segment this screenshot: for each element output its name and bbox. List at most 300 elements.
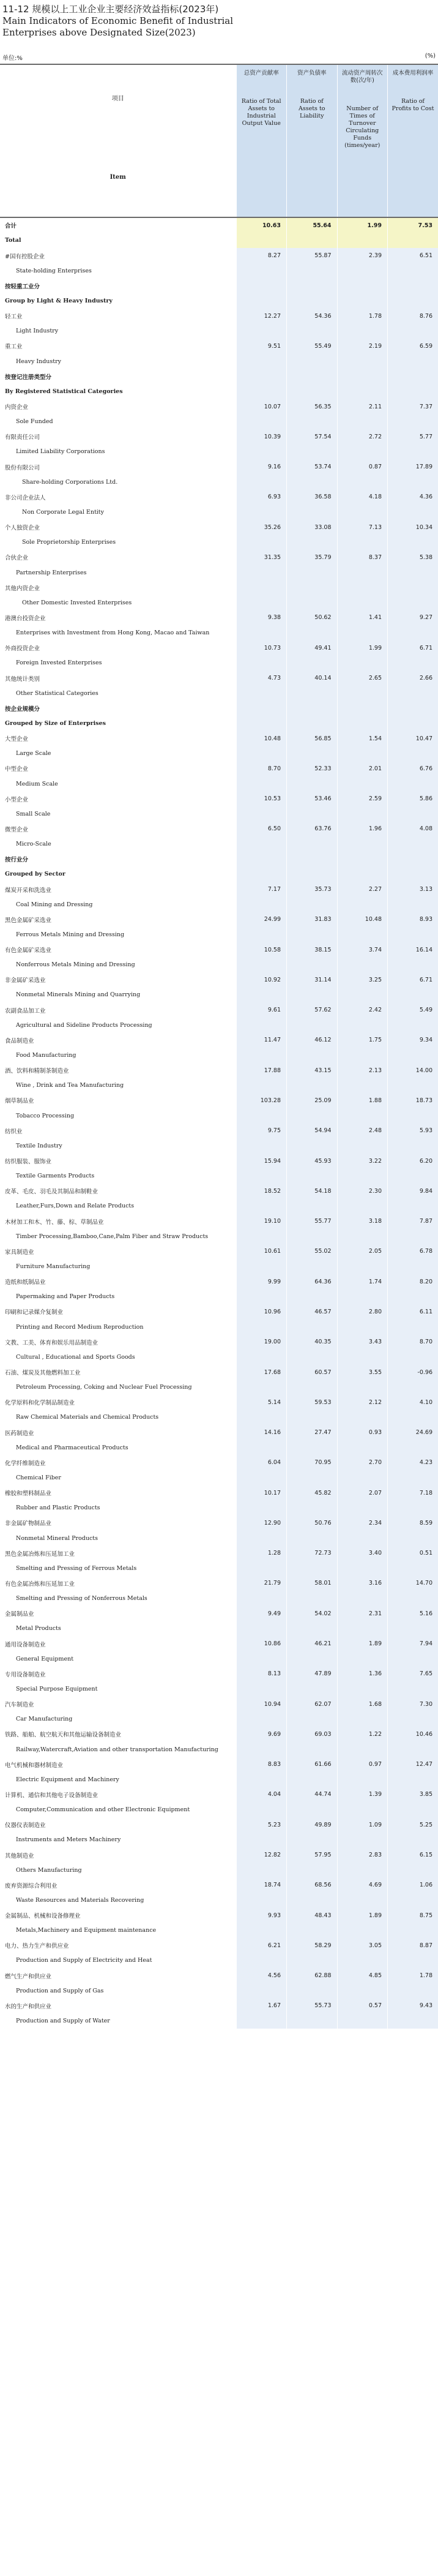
table-row	[0, 1410, 438, 1425]
table-row	[0, 1199, 438, 1214]
row-value	[337, 1802, 388, 1817]
row-value: 2.42	[337, 1002, 388, 1018]
row-value: 1.54	[337, 731, 388, 746]
row-value	[337, 1048, 388, 1063]
row-value	[388, 1531, 438, 1546]
row-value: 2.83	[337, 1847, 388, 1863]
row-value	[287, 867, 338, 882]
row-value: 19.00	[236, 1334, 287, 1350]
row-label: 计算机、通信和其他电子设备制造业	[5, 1792, 98, 1799]
row-label: 港澳台投资企业	[5, 615, 46, 622]
table-row	[0, 1591, 438, 1606]
title-en-line1: Main Indicators of Economic Benefit of Industrial	[2, 15, 234, 26]
row-value	[388, 1923, 438, 1938]
row-value	[287, 1380, 338, 1395]
row-value: 2.80	[337, 1304, 388, 1320]
row-value: 6.51	[388, 248, 438, 263]
row-value: 10.34	[388, 520, 438, 535]
table-row	[0, 1923, 438, 1938]
row-value: 6.20	[388, 1154, 438, 1169]
row-label: Instruments and Meters Machinery	[16, 1836, 121, 1844]
row-value	[236, 1591, 287, 1606]
row-value: 46.12	[287, 1033, 338, 1048]
row-value: 35.26	[236, 520, 287, 535]
row-value: 11.47	[236, 1033, 287, 1048]
row-value: 3.16	[337, 1576, 388, 1591]
row-value	[287, 1500, 338, 1515]
table-row	[0, 550, 438, 565]
table-row	[0, 1802, 438, 1817]
row-value	[236, 505, 287, 520]
row-value: 5.38	[388, 550, 438, 565]
row-value	[337, 475, 388, 490]
row-value: 46.21	[287, 1636, 338, 1651]
row-value: 7.13	[337, 520, 388, 535]
row-value	[236, 656, 287, 671]
row-label: 化学原料和化学制品制造业	[5, 1400, 75, 1407]
row-value	[337, 233, 388, 249]
title-cn: 11-12 规模以上工业企业主要经济效益指标(2023年)	[2, 4, 219, 15]
table-row	[0, 1093, 438, 1108]
row-value	[236, 1078, 287, 1094]
row-value	[287, 1078, 338, 1094]
row-value	[287, 384, 338, 399]
row-label: 其他内资企业	[5, 585, 40, 592]
table-row	[0, 1455, 438, 1471]
row-value	[287, 565, 338, 580]
row-label: 按行业分	[5, 857, 29, 864]
row-value	[337, 279, 388, 294]
row-value: 8.37	[337, 550, 388, 565]
table-row	[0, 1320, 438, 1335]
row-value: 55.87	[287, 248, 338, 263]
row-value	[337, 867, 388, 882]
row-value: 57.54	[287, 429, 338, 445]
row-value: 10.17	[236, 1485, 287, 1501]
table-row	[0, 1063, 438, 1078]
row-value	[337, 1833, 388, 1848]
row-value	[287, 580, 338, 595]
row-value	[236, 263, 287, 279]
row-value	[388, 475, 438, 490]
row-value: 9.61	[236, 1002, 287, 1018]
row-value	[337, 1138, 388, 1154]
row-value	[388, 1591, 438, 1606]
table-row	[0, 1877, 438, 1893]
row-label: Food Manufacturing	[16, 1052, 76, 1059]
row-value	[388, 1561, 438, 1576]
row-value	[236, 565, 287, 580]
row-value	[287, 369, 338, 384]
row-value	[388, 1711, 438, 1727]
row-value: 56.35	[287, 399, 338, 415]
table-row	[0, 1440, 438, 1455]
table-row	[0, 1908, 438, 1923]
row-value	[236, 369, 287, 384]
row-value	[388, 354, 438, 369]
row-value	[337, 1018, 388, 1033]
row-value	[388, 384, 438, 399]
row-value	[236, 1380, 287, 1395]
row-value	[287, 1983, 338, 1999]
row-value	[287, 852, 338, 867]
row-value: 17.89	[388, 459, 438, 475]
row-value	[388, 1350, 438, 1365]
row-value	[287, 293, 338, 309]
row-value: 24.99	[236, 912, 287, 927]
row-value: 2.48	[337, 1123, 388, 1138]
row-value	[337, 957, 388, 972]
row-label: Total	[5, 237, 21, 244]
row-label: Medium Scale	[16, 780, 58, 787]
row-value	[388, 656, 438, 671]
row-value: 55.77	[287, 1214, 338, 1229]
table-row	[0, 1968, 438, 1983]
row-label: 水的生产和供应业	[5, 2003, 52, 2010]
row-value	[236, 323, 287, 339]
row-value	[337, 1500, 388, 1515]
row-value: 8.59	[388, 1515, 438, 1531]
row-value: 55.02	[287, 1244, 338, 1260]
table-row	[0, 1365, 438, 1380]
row-label: 合伙企业	[5, 555, 29, 562]
row-label: 非金属矿物制品业	[5, 1520, 52, 1528]
table-row	[0, 414, 438, 429]
row-value: 38.15	[287, 942, 338, 958]
row-label: Cultural , Educational and Sports Goods	[16, 1353, 135, 1361]
row-value	[236, 1108, 287, 1124]
row-value: 4.08	[388, 822, 438, 837]
row-value: 36.58	[287, 490, 338, 505]
title-en-line2: Enterprises above Designated Size(2023)	[2, 27, 196, 38]
row-label: Ferrous Metals Mining and Dressing	[16, 931, 125, 938]
row-value: 50.62	[287, 610, 338, 626]
row-label: Textile Industry	[16, 1142, 62, 1149]
row-value	[337, 1923, 388, 1938]
row-value	[388, 595, 438, 610]
row-value: 4.73	[236, 670, 287, 686]
row-value	[388, 263, 438, 279]
row-value: 6.59	[388, 339, 438, 354]
table-row	[0, 217, 438, 233]
table-row	[0, 716, 438, 731]
row-label: Nonferrous Metals Mining and Dressing	[16, 961, 135, 969]
row-value	[236, 1711, 287, 1727]
table-row	[0, 867, 438, 882]
table-row	[0, 1018, 438, 1033]
row-value	[287, 279, 338, 294]
row-value	[337, 263, 388, 279]
table-row	[0, 1274, 438, 1290]
table-row	[0, 1742, 438, 1757]
table-row	[0, 459, 438, 475]
row-label: 汽车制造业	[5, 1702, 34, 1709]
table-row	[0, 293, 438, 309]
row-value: 60.57	[287, 1365, 338, 1380]
row-value	[236, 384, 287, 399]
row-value: 43.15	[287, 1063, 338, 1078]
row-value: 10.48	[236, 731, 287, 746]
row-value	[388, 565, 438, 580]
row-value	[287, 957, 338, 972]
table-row	[0, 505, 438, 520]
row-value	[388, 1259, 438, 1274]
row-value: 58.29	[287, 1938, 338, 1953]
row-value	[236, 836, 287, 852]
row-value: 33.08	[287, 520, 338, 535]
row-value	[236, 1289, 287, 1304]
row-label: Production and Supply of Electricity and Heat	[16, 1957, 152, 1964]
row-value	[287, 1893, 338, 1908]
row-label: 废弃资源综合利用业	[5, 1882, 58, 1890]
row-value: 3.05	[337, 1938, 388, 1953]
row-value: 6.21	[236, 1938, 287, 1953]
row-value: 2.05	[337, 1244, 388, 1260]
row-value: 10.86	[236, 1636, 287, 1651]
row-label: Nonmetal Minerals Mining and Quarrying	[16, 991, 141, 999]
row-value	[337, 293, 388, 309]
row-value: 19.10	[236, 1214, 287, 1229]
row-label: Limited Liability Corporations	[16, 448, 105, 456]
row-value: 9.84	[388, 1184, 438, 1199]
row-value: 3.25	[337, 972, 388, 988]
table-row	[0, 1123, 438, 1138]
row-label: Sole Funded	[16, 418, 53, 426]
row-value	[287, 897, 338, 912]
row-value: 5.77	[388, 429, 438, 445]
row-label: 中型企业	[5, 766, 29, 773]
row-value: 2.59	[337, 791, 388, 806]
row-value: -0.96	[388, 1365, 438, 1380]
unit-label-en: (%)	[425, 53, 436, 59]
table-row	[0, 1953, 438, 1969]
table-row	[0, 580, 438, 595]
row-label: General Equipment	[16, 1655, 74, 1662]
row-label: Share-holding Corporations Ltd.	[22, 478, 118, 486]
row-label: Waste Resources and Materials Recovering	[16, 1896, 144, 1904]
row-value: 62.07	[287, 1697, 338, 1712]
row-value	[337, 1380, 388, 1395]
row-value	[388, 1199, 438, 1214]
row-value: 57.62	[287, 1002, 338, 1018]
row-value: 3.40	[337, 1545, 388, 1561]
row-value	[388, 1229, 438, 1244]
row-value	[287, 656, 338, 671]
row-label: 合计	[5, 223, 17, 230]
row-value	[236, 1138, 287, 1154]
row-value: 2.39	[337, 248, 388, 263]
row-value	[287, 1711, 338, 1727]
row-value	[287, 595, 338, 610]
row-value: 10.48	[337, 912, 388, 927]
table-row	[0, 2013, 438, 2029]
row-label: Petroleum Processing, Coking and Nuclear Fuel Processing	[16, 1384, 192, 1391]
row-value: 1.99	[337, 217, 388, 233]
row-label: 内资企业	[5, 404, 29, 411]
row-value	[337, 580, 388, 595]
row-value	[236, 1983, 287, 1999]
row-label: 金属制品、机械和设备修理业	[5, 1913, 81, 1920]
table-row	[0, 1681, 438, 1697]
row-label: Nonmetal Mineral Products	[16, 1534, 98, 1542]
row-value: 2.72	[337, 429, 388, 445]
row-value: 8.20	[388, 1274, 438, 1290]
row-label: 金属制品业	[5, 1611, 34, 1618]
row-value: 6.50	[236, 822, 287, 837]
row-value	[236, 1802, 287, 1817]
row-label: Car Manufacturing	[16, 1716, 73, 1723]
row-value: 1.22	[337, 1727, 388, 1742]
row-label: 木材加工和木、竹、藤、棕、草制品业	[5, 1219, 104, 1226]
table-row	[0, 640, 438, 656]
row-value: 44.74	[287, 1787, 338, 1803]
row-value	[337, 1863, 388, 1878]
unit-label: 单位:%	[2, 55, 23, 62]
row-value	[388, 580, 438, 595]
row-value	[236, 867, 287, 882]
row-label: Textile Garments Products	[16, 1173, 95, 1180]
table-row	[0, 822, 438, 837]
row-value: 2.19	[337, 339, 388, 354]
row-label: 外商投资企业	[5, 645, 40, 653]
row-value	[388, 323, 438, 339]
row-value: 1.39	[337, 1787, 388, 1803]
row-value: 53.74	[287, 459, 338, 475]
row-value: 2.13	[337, 1063, 388, 1078]
row-label: Furniture Manufacturing	[16, 1263, 91, 1271]
row-value	[287, 445, 338, 460]
table-row	[0, 1395, 438, 1410]
row-value	[236, 1470, 287, 1485]
row-value	[287, 625, 338, 640]
row-label: Small Scale	[16, 810, 51, 817]
row-value	[236, 475, 287, 490]
row-value: 0.57	[337, 1999, 388, 2014]
row-value	[337, 1621, 388, 1637]
row-value	[337, 1742, 388, 1757]
row-label: Foreign Invested Enterprises	[16, 659, 102, 667]
row-label: Railway,Watercraft,Aviation and other transportation Manufacturing	[16, 1746, 218, 1753]
row-value: 14.70	[388, 1576, 438, 1591]
row-value	[236, 927, 287, 942]
row-label: Sole Proprietorship Enterprises	[22, 539, 116, 546]
table-row	[0, 1667, 438, 1682]
row-value	[236, 806, 287, 822]
row-value	[236, 1651, 287, 1667]
row-value	[337, 1410, 388, 1425]
row-value	[287, 1108, 338, 1124]
row-label: 非金属矿采选业	[5, 977, 46, 985]
table-row	[0, 354, 438, 369]
row-value	[287, 233, 338, 249]
row-value	[287, 806, 338, 822]
row-value	[388, 1078, 438, 1094]
row-value	[236, 354, 287, 369]
table-row	[0, 912, 438, 927]
row-value: 7.65	[388, 1667, 438, 1682]
row-label: Light Industry	[16, 328, 59, 335]
table-row	[0, 1425, 438, 1440]
row-value: 10.46	[388, 1727, 438, 1742]
row-value	[388, 1410, 438, 1425]
row-value	[337, 1168, 388, 1184]
row-label: 有色金属冶炼和压延加工业	[5, 1580, 75, 1588]
row-value: 10.47	[388, 731, 438, 746]
row-value	[388, 1470, 438, 1485]
row-value	[337, 414, 388, 429]
row-label: 石油、煤炭及其他燃料加工业	[5, 1370, 81, 1376]
row-value: 8.83	[236, 1757, 287, 1772]
row-label: 有限责任公司	[5, 434, 40, 441]
row-value: 4.56	[236, 1968, 287, 1983]
row-label: 造纸和纸制品业	[5, 1279, 46, 1286]
row-value	[287, 836, 338, 852]
row-label: #国有控股企业	[5, 253, 45, 260]
row-value: 1.78	[388, 1968, 438, 1983]
row-value	[287, 1742, 338, 1757]
row-value	[337, 1199, 388, 1214]
row-value	[388, 1621, 438, 1637]
row-value: 63.76	[287, 822, 338, 837]
row-value: 49.41	[287, 640, 338, 656]
row-value: 9.43	[388, 1999, 438, 2014]
row-value: 40.14	[287, 670, 338, 686]
row-value: 68.56	[287, 1877, 338, 1893]
row-label: Raw Chemical Materials and Chemical Products	[16, 1414, 159, 1421]
row-value	[388, 535, 438, 550]
row-value: 2.12	[337, 1395, 388, 1410]
table-row	[0, 836, 438, 852]
row-value: 2.70	[337, 1455, 388, 1471]
row-value	[388, 1983, 438, 1999]
row-value: 0.97	[337, 1757, 388, 1772]
row-label: Metals,Machinery and Equipment maintenance	[16, 1927, 157, 1934]
row-value: 70.95	[287, 1455, 338, 1471]
row-value: 4.10	[388, 1395, 438, 1410]
row-value: 2.07	[337, 1485, 388, 1501]
row-value: 54.36	[287, 309, 338, 324]
row-label: Leather,Furs,Down and Relate Products	[16, 1203, 135, 1210]
row-value	[388, 279, 438, 294]
row-value	[287, 1168, 338, 1184]
row-label: 电气机械和器材制造业	[5, 1762, 64, 1769]
row-value	[337, 2013, 388, 2029]
row-value	[236, 1500, 287, 1515]
header-col-cn: 资产负债率	[297, 70, 327, 77]
row-label: 微型企业	[5, 826, 29, 833]
row-value	[287, 776, 338, 792]
row-label: 化学纤维制造业	[5, 1460, 46, 1467]
row-value: 15.94	[236, 1154, 287, 1169]
row-value: 14.00	[388, 1063, 438, 1078]
row-value: 9.38	[236, 610, 287, 626]
row-value: 18.74	[236, 1877, 287, 1893]
header-col-en: Ratio of Assets to Liability	[299, 98, 325, 119]
row-value: 72.73	[287, 1545, 338, 1561]
table-row	[0, 957, 438, 972]
header-liability	[287, 64, 338, 217]
row-label: Enterprises with Investment from Hong Kong, Macao and Taiwan	[16, 629, 210, 637]
row-value: 2.34	[337, 1515, 388, 1531]
table-row	[0, 595, 438, 610]
row-label: Papermaking and Paper Products	[16, 1293, 115, 1301]
row-value: 8.13	[236, 1667, 287, 1682]
row-value: 1.88	[337, 1093, 388, 1108]
row-value: 12.82	[236, 1847, 287, 1863]
row-value	[287, 1199, 338, 1214]
row-value: 9.93	[236, 1908, 287, 1923]
row-label: 纺织服装、服饰业	[5, 1158, 52, 1166]
